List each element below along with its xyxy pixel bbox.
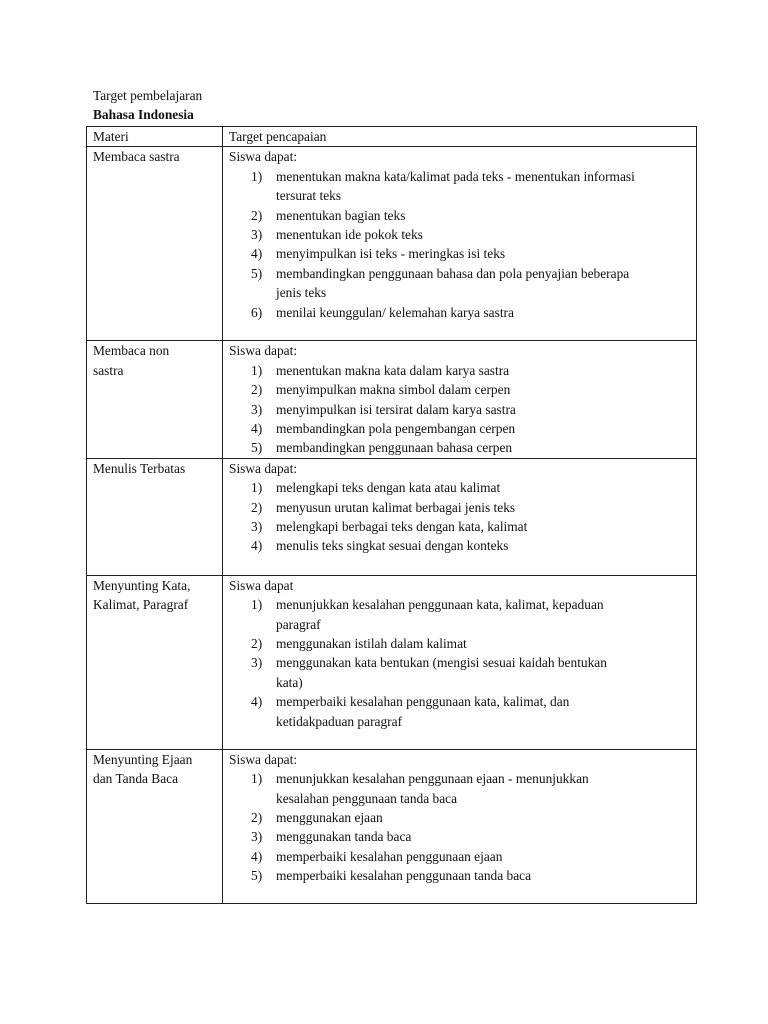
target-list-item xyxy=(251,653,690,692)
item-number: 1) xyxy=(251,771,263,787)
target-intro: Siswa dapat: xyxy=(229,149,298,165)
target-list-item xyxy=(251,595,690,634)
item-number: 4) xyxy=(251,538,263,554)
item-number: 4) xyxy=(251,246,263,262)
materi-label: Menyunting Kata, xyxy=(93,577,191,593)
target-list-item xyxy=(251,827,690,846)
item-text: menyusun urutan kalimat berbagai jenis teks xyxy=(276,499,516,515)
subject-title: Bahasa Indonesia xyxy=(93,107,194,122)
target-list-item xyxy=(251,244,690,263)
target-list xyxy=(229,478,690,556)
target-list-item xyxy=(251,419,690,438)
item-number: 6) xyxy=(251,304,263,320)
item-text: melengkapi teks dengan kata atau kalimat xyxy=(276,480,501,496)
document-intro xyxy=(93,86,202,124)
target-cell xyxy=(223,341,697,458)
materi-label: Membaca non xyxy=(93,343,170,359)
target-intro: Siswa dapat: xyxy=(229,460,298,476)
target-list xyxy=(229,595,690,731)
target-list-item xyxy=(251,264,690,303)
header-target-pencapaian: Target pencapaian xyxy=(223,127,697,147)
target-cell xyxy=(223,458,697,575)
target-list-item xyxy=(251,400,690,419)
item-text: menentukan makna kata dalam karya sastra xyxy=(276,362,510,378)
item-text: menentukan bagian teks xyxy=(276,207,406,223)
item-text: paragraf xyxy=(276,616,321,632)
item-number: 4) xyxy=(251,694,263,710)
item-number: 3) xyxy=(251,519,263,535)
item-number: 1) xyxy=(251,362,263,378)
target-intro: Siswa dapat: xyxy=(229,751,298,767)
target-intro: Siswa dapat xyxy=(229,577,294,593)
target-intro: Siswa dapat: xyxy=(229,343,298,359)
table-body xyxy=(87,127,697,904)
target-list-item xyxy=(251,438,690,457)
item-number: 1) xyxy=(251,168,263,184)
item-text: menunjukkan kesalahan penggunaan ejaan - menunjukkan xyxy=(276,771,589,787)
item-text: membandingkan penggunaan bahasa dan pola penyajian beberapa xyxy=(276,265,630,281)
target-list-item xyxy=(251,536,690,555)
item-text: memperbaiki kesalahan penggunaan kata, kalimat, dan xyxy=(276,694,570,710)
target-list-item xyxy=(251,808,690,827)
item-number: 4) xyxy=(251,848,263,864)
item-text: menyimpulkan isi tersirat dalam karya sastra xyxy=(276,401,516,417)
item-text: tersurat teks xyxy=(276,188,342,204)
target-list-item xyxy=(251,206,690,225)
document-heading: Target pembelajaran xyxy=(93,88,203,103)
target-list-item xyxy=(251,634,690,653)
target-list xyxy=(229,167,690,322)
item-number: 3) xyxy=(251,227,263,243)
item-number: 5) xyxy=(251,440,263,456)
item-text: menentukan makna kata/kalimat pada teks - menentukan informasi xyxy=(276,168,635,184)
target-list-item xyxy=(251,380,690,399)
target-list-item xyxy=(251,361,690,380)
target-list-item xyxy=(251,225,690,244)
table-row xyxy=(87,458,697,575)
target-list-item xyxy=(251,498,690,517)
target-list xyxy=(229,769,690,885)
table-row xyxy=(87,147,697,341)
item-text: membandingkan pola pengembangan cerpen xyxy=(276,421,516,437)
item-text: jenis teks xyxy=(276,285,327,301)
item-text: kesalahan penggunaan tanda baca xyxy=(276,790,458,806)
target-list-item xyxy=(251,517,690,536)
item-number: 2) xyxy=(251,499,263,515)
target-list-item xyxy=(251,847,690,866)
item-text: menggunakan ejaan xyxy=(276,810,383,826)
materi-cell xyxy=(87,749,223,903)
item-text: kata) xyxy=(276,674,303,690)
materi-cell xyxy=(87,575,223,749)
item-number: 3) xyxy=(251,655,263,671)
item-text: menentukan ide pokok teks xyxy=(276,227,423,243)
item-number: 2) xyxy=(251,382,263,398)
item-number: 1) xyxy=(251,597,263,613)
item-text: menggunakan kata bentukan (mengisi sesuai kaidah bentukan xyxy=(276,655,607,671)
target-list-item xyxy=(251,692,690,731)
materi-label: dan Tanda Baca xyxy=(93,771,179,787)
item-text: memperbaiki kesalahan penggunaan tanda baca xyxy=(276,868,532,884)
item-text: menggunakan istilah dalam kalimat xyxy=(276,636,467,652)
target-list-item xyxy=(251,478,690,497)
learning-targets-table xyxy=(86,126,697,904)
materi-cell xyxy=(87,147,223,341)
table-row xyxy=(87,749,697,903)
target-cell xyxy=(223,749,697,903)
materi-label: sastra xyxy=(93,362,124,378)
target-list-item xyxy=(251,167,690,206)
header-materi: Materi xyxy=(87,127,223,147)
item-text: melengkapi berbagai teks dengan kata, kalimat xyxy=(276,519,528,535)
table-row xyxy=(87,575,697,749)
materi-cell xyxy=(87,341,223,458)
item-text: menyimpulkan isi teks - meringkas isi teks xyxy=(276,246,506,262)
item-number: 5) xyxy=(251,868,263,884)
item-text: menggunakan tanda baca xyxy=(276,829,412,845)
materi-cell xyxy=(87,458,223,575)
item-text: ketidakpaduan paragraf xyxy=(276,713,403,729)
table-row xyxy=(87,341,697,458)
item-number: 2) xyxy=(251,207,263,223)
item-number: 3) xyxy=(251,829,263,845)
materi-label: Menulis Terbatas xyxy=(93,460,186,476)
item-text: membandingkan penggunaan bahasa cerpen xyxy=(276,440,513,456)
item-number: 2) xyxy=(251,810,263,826)
table-header-row xyxy=(87,127,697,147)
item-number: 1) xyxy=(251,480,263,496)
target-cell xyxy=(223,147,697,341)
materi-label: Membaca sastra xyxy=(93,149,180,165)
item-number: 2) xyxy=(251,636,263,652)
item-number: 4) xyxy=(251,421,263,437)
materi-label: Menyunting Ejaan xyxy=(93,751,193,767)
target-list-item xyxy=(251,866,690,885)
target-list xyxy=(229,361,690,458)
item-number: 3) xyxy=(251,401,263,417)
target-list-item xyxy=(251,303,690,322)
item-text: menyimpulkan makna simbol dalam cerpen xyxy=(276,382,511,398)
target-cell xyxy=(223,575,697,749)
item-text: menilai keunggulan/ kelemahan karya sastra xyxy=(276,304,514,320)
item-text: menulis teks singkat sesuai dengan konteks xyxy=(276,538,509,554)
item-text: memperbaiki kesalahan penggunaan ejaan xyxy=(276,848,503,864)
target-list-item xyxy=(251,769,690,808)
item-text: menunjukkan kesalahan penggunaan kata, kalimat, kepaduan xyxy=(276,597,604,613)
materi-label: Kalimat, Paragraf xyxy=(93,597,189,613)
item-number: 5) xyxy=(251,265,263,281)
